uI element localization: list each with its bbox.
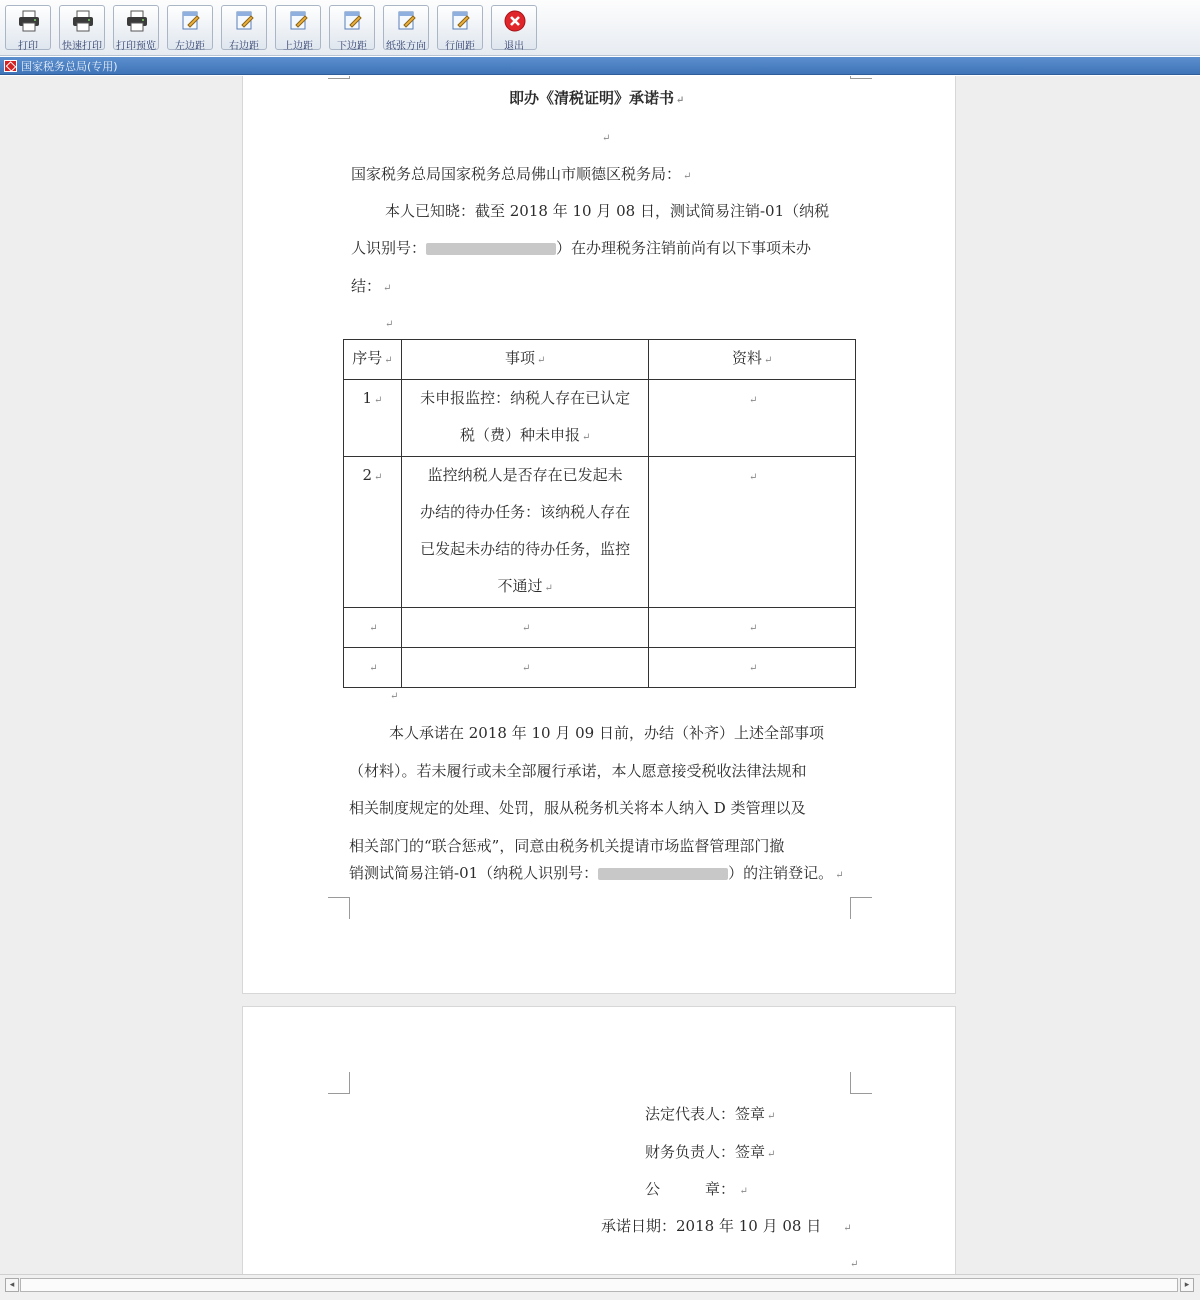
blank-line: ↵ xyxy=(850,1259,859,1270)
material-cell: ↵ xyxy=(649,380,856,457)
edit-icon xyxy=(396,10,418,32)
official-seal: 公 章： ↵ xyxy=(645,1180,748,1198)
crop-mark xyxy=(328,897,350,919)
addressee: 国家税务总局国家税务总局佛山市顺德区税务局： ↵ xyxy=(351,165,692,183)
toolbar-button-10[interactable] xyxy=(491,5,537,50)
printer-icon xyxy=(18,10,40,32)
table-row xyxy=(344,608,856,648)
paragraph-1-line: 结： ↵ xyxy=(351,277,392,295)
item-cell: ↵ xyxy=(401,608,649,648)
document-page-2 xyxy=(242,1006,956,1274)
toolbar-button-3[interactable] xyxy=(113,5,159,50)
print-preview-area[interactable] xyxy=(0,76,1200,1274)
toolbar-button-label: 下边距 xyxy=(337,41,367,52)
blank-line: ↵ xyxy=(385,319,394,330)
toolbar-button-9[interactable] xyxy=(437,5,483,50)
crop-mark xyxy=(328,1072,350,1094)
item-cell: 未申报监控：纳税人存在已认定 税（费）种未申报 ↵ xyxy=(401,380,649,457)
toolbar-button-label: 打印预览 xyxy=(116,41,156,52)
pending-items-table xyxy=(343,339,856,688)
toolbar-button-label: 退出 xyxy=(504,41,524,52)
window-title: 国家税务总局(专用) xyxy=(21,60,118,73)
paragraph-2-line: 本人承诺在 2018 年 10 月 09 日前，办结（补齐）上述全部事项 xyxy=(389,724,824,742)
toolbar-button-label: 行间距 xyxy=(445,41,475,52)
scroll-track[interactable] xyxy=(20,1278,1178,1292)
row-number-cell: 1 ↵ xyxy=(344,380,402,457)
toolbar-button-6[interactable] xyxy=(275,5,321,50)
printer-icon xyxy=(126,10,148,32)
table-row xyxy=(344,380,856,457)
material-cell: ↵ xyxy=(649,457,856,608)
toolbar xyxy=(0,0,1200,56)
horizontal-scrollbar[interactable] xyxy=(0,1274,1200,1300)
toolbar-button-2[interactable] xyxy=(59,5,105,50)
paragraph-1-line: 本人已知晓：截至 2018 年 10 月 08 日，测试简易注销-01（纳税 xyxy=(385,202,830,220)
table-header-row xyxy=(344,340,856,380)
blank-line: ↵ xyxy=(390,691,399,702)
signature-finance-head: 财务负责人：签章 ↵ xyxy=(645,1143,776,1161)
toolbar-button-8[interactable] xyxy=(383,5,429,50)
scroll-left-arrow-icon[interactable]: ◂ xyxy=(5,1278,19,1292)
paragraph-2-line: 销测试简易注销-01（纳税人识别号： ）的注销登记。 ↵ xyxy=(349,864,844,882)
redacted-tax-id xyxy=(426,243,556,255)
redacted-tax-id xyxy=(598,868,728,880)
edit-icon xyxy=(180,10,202,32)
document-page-1 xyxy=(242,76,956,994)
material-cell: ↵ xyxy=(649,648,856,688)
close-icon xyxy=(504,10,526,32)
app-icon xyxy=(4,60,17,72)
scroll-right-arrow-icon[interactable]: ▸ xyxy=(1180,1278,1194,1292)
row-number-cell: ↵ xyxy=(344,608,402,648)
document-title: 即办《清税证明》承诺书 ↵ xyxy=(509,89,685,107)
edit-icon xyxy=(288,10,310,32)
toolbar-button-label: 左边距 xyxy=(175,41,205,52)
toolbar-button-1[interactable] xyxy=(5,5,51,50)
crop-mark xyxy=(850,1072,872,1094)
toolbar-button-label: 纸张方向 xyxy=(386,41,426,52)
row-number-cell: 2 ↵ xyxy=(344,457,402,608)
edit-icon xyxy=(234,10,256,32)
item-cell: 监控纳税人是否存在已发起未 办结的待办任务：该纳税人存在 已发起未办结的待办任务，监控 不通过 ↵ xyxy=(401,457,649,608)
material-cell: ↵ xyxy=(649,608,856,648)
toolbar-button-label: 快速打印 xyxy=(62,41,102,52)
table-header-cell: 序号 ↵ xyxy=(344,340,402,380)
crop-mark xyxy=(850,76,872,79)
toolbar-button-label: 上边距 xyxy=(283,41,313,52)
table-header-cell: 事项 ↵ xyxy=(401,340,649,380)
table-header-cell: 资料 ↵ xyxy=(649,340,856,380)
edit-icon xyxy=(342,10,364,32)
paragraph-2-line: （材料）。若未履行或未全部履行承诺，本人愿意接受税收法律法规和 xyxy=(349,762,807,780)
edit-icon xyxy=(450,10,472,32)
toolbar-button-4[interactable] xyxy=(167,5,213,50)
toolbar-button-label: 右边距 xyxy=(229,41,259,52)
toolbar-button-label: 打印 xyxy=(18,41,38,52)
item-cell: ↵ xyxy=(401,648,649,688)
crop-mark xyxy=(850,897,872,919)
paragraph-1-line: 人识别号： ）在办理税务注销前尚有以下事项未办 xyxy=(351,239,812,257)
crop-mark xyxy=(328,76,350,79)
blank-line: ↵ xyxy=(602,133,611,144)
table-row xyxy=(344,457,856,608)
row-number-cell: ↵ xyxy=(344,648,402,688)
printer-icon xyxy=(72,10,94,32)
signature-legal-rep: 法定代表人：签章 ↵ xyxy=(645,1105,776,1123)
paragraph-2-line: 相关部门的“联合惩戒”，同意由税务机关提请市场监督管理部门撤 xyxy=(349,837,785,855)
paragraph-2-line: 相关制度规定的处理、处罚，服从税务机关将本人纳入 D 类管理以及 xyxy=(349,799,806,817)
commitment-date: 承诺日期：2018 年 10 月 08 日 ↵ xyxy=(601,1217,852,1235)
toolbar-button-5[interactable] xyxy=(221,5,267,50)
document-window-titlebar xyxy=(0,57,1200,75)
table-row xyxy=(344,648,856,688)
toolbar-button-7[interactable] xyxy=(329,5,375,50)
